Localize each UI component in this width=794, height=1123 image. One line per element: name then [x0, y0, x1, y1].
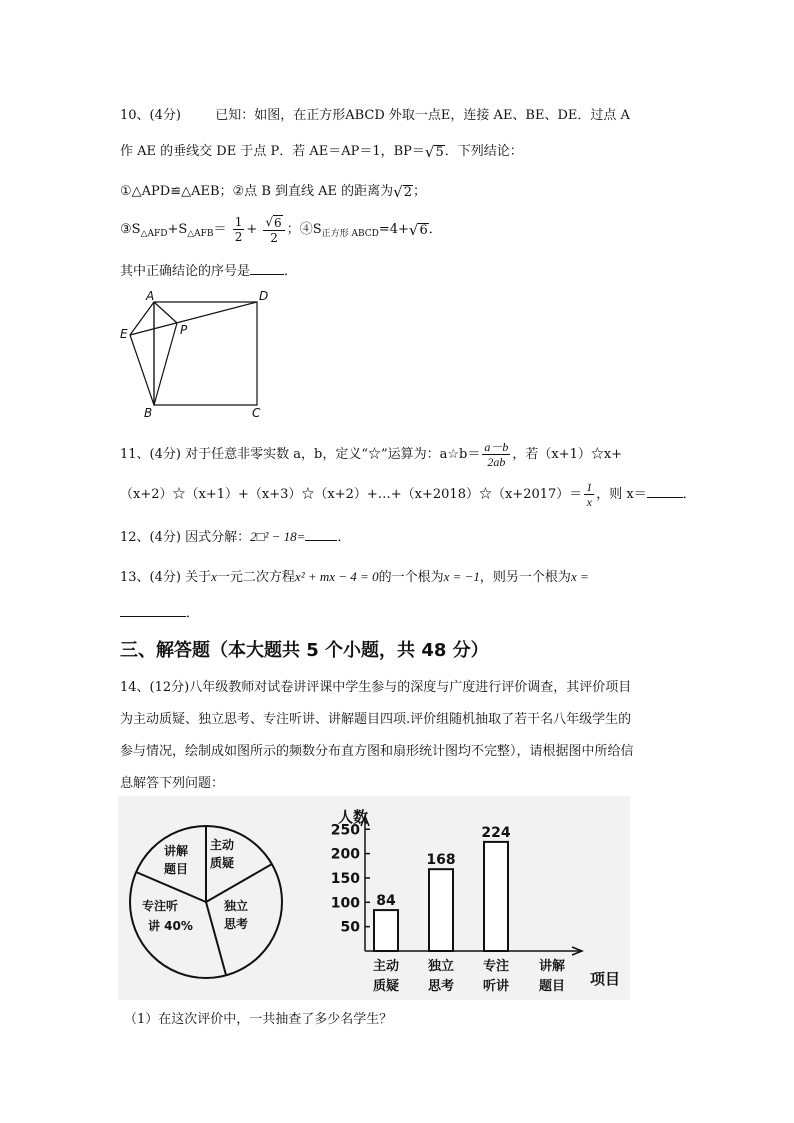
seg-ap — [154, 302, 177, 323]
q10-c4b: =4+ — [378, 222, 409, 237]
q10-c4end: ． — [428, 222, 442, 237]
q10-conclusion12 — [120, 180, 426, 200]
q14-sub1: （1）在这次评价中，一共抽查了多少名学生？ — [124, 1012, 393, 1027]
q11-text1: 对于任意非零实数 a，b，定义“☆”运算为：a☆b＝ — [185, 447, 481, 462]
q10-c1: ①△APD≌△AEB；②点 B 到直线 AE 的距离为 — [120, 184, 394, 199]
q13-text1: 关于 — [185, 570, 212, 585]
q13-label: 13、(4分) — [120, 570, 181, 585]
q12-line — [120, 526, 350, 545]
q13-text4: ，则另一个根为 — [479, 570, 571, 585]
q13-line2 — [120, 602, 199, 621]
q10-text1: 已知：如图，在正方形ABCD 外取一点E，连接 AE、BE、DE．过点 A — [215, 108, 630, 123]
q13-line1 — [120, 566, 589, 585]
category-label: 专注 — [482, 959, 510, 974]
pie-label-zhudong-1: 主动 — [210, 838, 235, 852]
q11-line2 — [120, 480, 696, 509]
label-b: B — [144, 406, 153, 420]
q13-eq: x² + mx − 4 = 0 — [294, 569, 379, 584]
q11-line1 — [120, 440, 622, 469]
q11-text1b: ，若（x+1）☆x+ — [512, 447, 623, 462]
q12-text: 因式分解： — [185, 530, 251, 545]
q10-answer-blank[interactable] — [250, 274, 284, 275]
sqrt6-b: √ 6 — [408, 220, 428, 239]
seg-eb — [130, 335, 154, 405]
q14-p4: 息解答下列问题： — [120, 776, 225, 791]
q10-c3sub2: △AFB — [187, 229, 214, 239]
category-label: 独立 — [427, 959, 455, 974]
pie-label-zhuanzhu-2: 讲 40% — [148, 919, 193, 933]
q11-end: ． — [682, 487, 696, 502]
frac-1-2: $\frac{1}{2}$ — [234, 215, 243, 244]
pie-label-zhudong-2: 质疑 — [210, 856, 235, 870]
label-c: C — [252, 406, 261, 420]
label-a: A — [146, 289, 155, 303]
geometry-figure — [116, 286, 286, 420]
y-tick-label: 100 — [330, 895, 360, 912]
category-label: 思考 — [427, 979, 455, 994]
q13-text3: 的一个根为 — [378, 570, 444, 585]
y-tick-label: 50 — [340, 919, 360, 936]
bar-0 — [374, 910, 398, 951]
q10-text2b: ．下列结论： — [444, 144, 523, 159]
q10-c4a: ；④S — [286, 222, 322, 237]
seg-pb — [154, 323, 177, 405]
q13-var: x — [211, 569, 217, 584]
x-axis-label: 项目 — [590, 970, 621, 988]
q11-label: 11、(4分) — [120, 447, 181, 462]
category-label: 题目 — [538, 979, 566, 994]
q10-text2a: 作 AE 的垂线交 DE 于点 P．若 AE＝AP＝1，BP＝ — [120, 144, 425, 159]
bar-value-label: 168 — [426, 852, 456, 869]
category-label: 听讲 — [482, 979, 510, 994]
bar-chart — [320, 800, 630, 1000]
sqrt5: √ 5 — [424, 142, 444, 161]
y-tick-label: 250 — [330, 822, 360, 839]
bar-value-label: 224 — [481, 824, 511, 841]
category-label: 质疑 — [372, 979, 400, 994]
bar-1 — [429, 869, 453, 951]
pie-label-jiangjie-2: 题目 — [164, 862, 189, 876]
bar-2 — [484, 842, 508, 951]
q12-label: 12、(4分) — [120, 530, 181, 545]
section3-title: 三、解答题（本大题共 5 个小题，共 48 分） — [120, 640, 489, 661]
q14-p3: 参与情况，绘制成如图所示的频数分布直方图和扇形统计图均不完整），请根据图中所给信 — [120, 744, 634, 759]
q10-conclusion34 — [120, 214, 442, 245]
q14-p2: 为主动质疑、独立思考、专注听讲、讲解题目四项.评价组随机抽取了若干名八年级学生的 — [120, 712, 632, 727]
q10-c3a: ③S — [120, 222, 141, 237]
q10-question — [120, 260, 297, 279]
pie-label-jiangjie-1: 讲解 — [164, 844, 189, 858]
q14-p1-text: 八年级教师对试卷讲评课中学生参与的深度与广度进行评价调查，其评价项目 — [189, 680, 632, 695]
pie-label-duli-2: 思考 — [224, 917, 249, 931]
y-tick-label: 200 — [330, 846, 360, 863]
q10-line2 — [120, 140, 523, 160]
q11-text2: （x+2）☆（x+1）+（x+3）☆（x+2）+…+（x+2018）☆（x+2017）＝ — [120, 487, 583, 502]
q12-end: ． — [337, 530, 351, 545]
q14-label: 14、(12分) — [120, 680, 190, 695]
pie-divider-bottom — [206, 902, 226, 975]
q13-ask: x = — [570, 569, 589, 584]
q14-p1 — [120, 676, 631, 695]
category-label: 主动 — [372, 959, 400, 974]
frac-sqrt6-2: √ 6 2 — [263, 214, 284, 245]
pie-chart — [126, 812, 286, 1002]
q13-text2: 一元二次方程 — [216, 570, 295, 585]
q12-expr: 2□² − 18= — [250, 529, 306, 544]
q10-plus: + — [246, 222, 258, 237]
q10-c1end: ； — [413, 184, 427, 199]
y-axis-label: 人数 — [338, 808, 369, 826]
q13-answer-blank[interactable] — [120, 616, 186, 617]
q13-end: ． — [186, 606, 200, 621]
q10-c3sub1: △AFD — [140, 229, 168, 239]
label-d: D — [259, 289, 269, 303]
q10-label: 10、(4分) — [120, 108, 181, 123]
q10-qend: ． — [284, 264, 298, 279]
q12-answer-blank[interactable] — [305, 540, 337, 541]
q11-text2b: ，则 x＝ — [596, 487, 647, 502]
sqrt2: √ 2 — [393, 182, 412, 201]
label-p: P — [180, 323, 188, 337]
q10-c4sub: 正方形 ABCD — [321, 229, 379, 239]
pie-label-duli-1: 独立 — [224, 899, 249, 913]
q13-root: x = −1 — [443, 569, 480, 584]
q10-q: 其中正确结论的序号是 — [120, 264, 251, 279]
square-abcd — [154, 302, 257, 405]
q10-c3c: ＝ — [213, 222, 227, 237]
pie-label-zhuanzhu-1: 专注听 — [142, 899, 179, 913]
category-label: 讲解 — [538, 959, 566, 974]
frac-ab: $\frac{a-b}{2ab}$ — [484, 440, 509, 469]
bar-value-label: 84 — [376, 893, 396, 910]
pie-divider-left — [136, 872, 206, 902]
label-e: E — [120, 327, 128, 341]
y-tick-label: 150 — [330, 870, 360, 887]
q10-line1 — [120, 104, 630, 123]
q11-answer-blank[interactable] — [647, 497, 683, 498]
q10-c3b: +S — [167, 222, 188, 237]
seg-ed — [130, 302, 257, 335]
frac-1-x: $\frac{1}{x}$ — [586, 480, 593, 509]
